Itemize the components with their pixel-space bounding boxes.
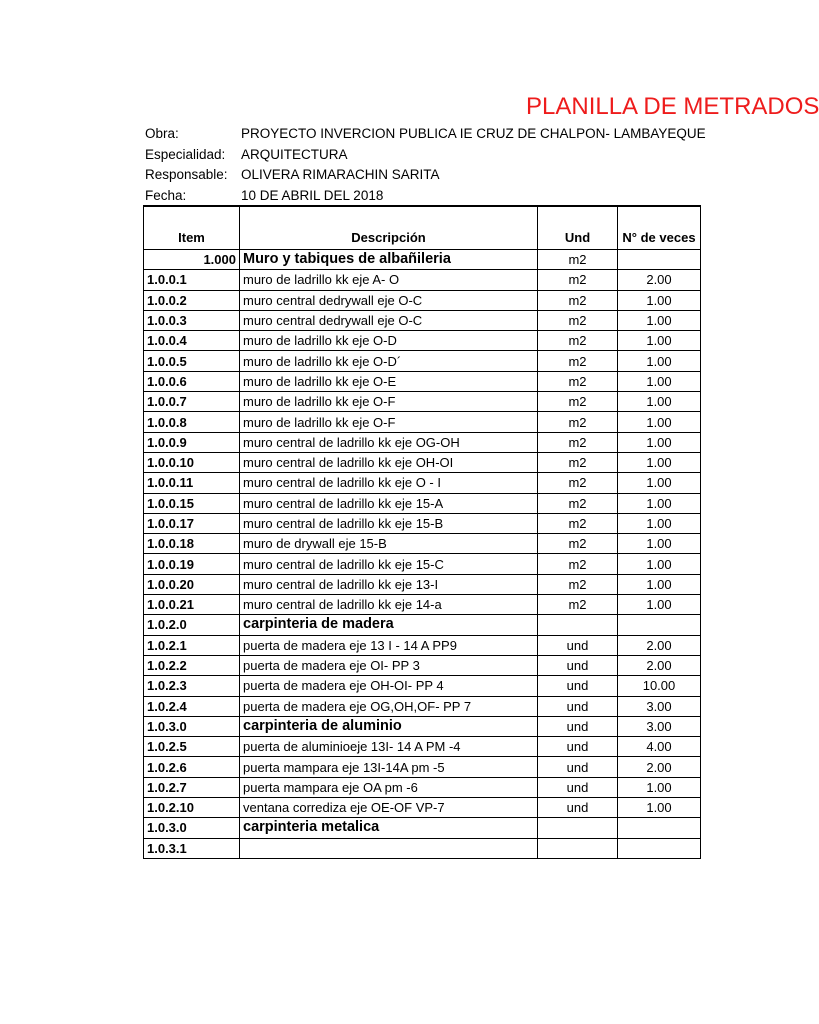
cell-description: carpinteria metalica: [240, 818, 538, 838]
cell-description: puerta de madera eje OG,OH,OF- PP 7: [240, 696, 538, 716]
header-item: Item: [144, 206, 240, 250]
table-row: [144, 595, 701, 615]
cell-unit: und: [538, 777, 618, 797]
cell-times: 1.00: [618, 412, 701, 432]
cell-unit: m2: [538, 371, 618, 391]
cell-times: 1.00: [618, 574, 701, 594]
cell-description: muro de ladrillo kk eje O-F: [240, 392, 538, 412]
cell-times: 2.00: [618, 270, 701, 290]
cell-unit: m2: [538, 432, 618, 452]
cell-unit: m2: [538, 310, 618, 330]
cell-times: [618, 615, 701, 635]
cell-times: 1.00: [618, 371, 701, 391]
meta-label: Especialidad:: [145, 146, 226, 162]
cell-description: puerta de madera eje OI- PP 3: [240, 655, 538, 675]
cell-times: 3.00: [618, 696, 701, 716]
table-row: [144, 534, 701, 554]
cell-times: [618, 818, 701, 838]
metrados-table: [143, 205, 701, 859]
cell-item: 1.0.2.6: [144, 757, 240, 777]
cell-description: [240, 838, 538, 858]
table-row: [144, 331, 701, 351]
section-row: [144, 615, 701, 635]
table-row: [144, 351, 701, 371]
cell-item: 1.0.2.10: [144, 798, 240, 818]
cell-times: 10.00: [618, 676, 701, 696]
cell-item: 1.0.0.8: [144, 412, 240, 432]
cell-item: 1.0.0.3: [144, 310, 240, 330]
cell-item: 1.0.2.5: [144, 737, 240, 757]
cell-unit: und: [538, 757, 618, 777]
table-row: [144, 290, 701, 310]
cell-times: 1.00: [618, 310, 701, 330]
meta-value: OLIVERA RIMARACHIN SARITA: [241, 167, 440, 182]
cell-description: puerta de madera eje 13 I - 14 A PP9: [240, 635, 538, 655]
cell-description: muro central de ladrillo kk eje 15-A: [240, 493, 538, 513]
cell-item: 1.0.0.6: [144, 371, 240, 391]
table-row: [144, 371, 701, 391]
cell-description: muro de ladrillo kk eje O-F: [240, 412, 538, 432]
cell-description: puerta mampara eje OA pm -6: [240, 777, 538, 797]
header-times: N° de veces: [618, 206, 701, 250]
table-row: [144, 452, 701, 472]
cell-times: [618, 838, 701, 858]
table-row: [144, 554, 701, 574]
cell-times: 2.00: [618, 635, 701, 655]
cell-item: 1.0.0.5: [144, 351, 240, 371]
header-unit: Und: [538, 206, 618, 250]
cell-description: puerta de madera eje OH-OI- PP 4: [240, 676, 538, 696]
cell-description: muro de ladrillo kk eje O-E: [240, 371, 538, 391]
cell-times: 1.00: [618, 452, 701, 472]
meta-value: ARQUITECTURA: [241, 146, 348, 162]
header-description: Descripción: [240, 206, 538, 250]
cell-times: 1.00: [618, 777, 701, 797]
cell-description: carpinteria de madera: [240, 615, 538, 635]
cell-unit: und: [538, 655, 618, 675]
cell-description: puerta mampara eje 13I-14A pm -5: [240, 757, 538, 777]
cell-item: 1.0.0.18: [144, 534, 240, 554]
table-row: [144, 777, 701, 797]
table-row: [144, 574, 701, 594]
cell-item: 1.0.2.4: [144, 696, 240, 716]
cell-item: 1.0.2.7: [144, 777, 240, 797]
cell-unit: [538, 838, 618, 858]
meta-label: Fecha:: [145, 187, 187, 203]
cell-unit: [538, 818, 618, 838]
table-row: [144, 798, 701, 818]
cell-description: muro de ladrillo kk eje A- O: [240, 270, 538, 290]
table-header-row: [144, 206, 701, 250]
cell-item: 1.0.0.20: [144, 574, 240, 594]
table-row: [144, 696, 701, 716]
cell-unit: m2: [538, 513, 618, 533]
cell-times: 1.00: [618, 473, 701, 493]
cell-description: muro central de ladrillo kk eje 15-C: [240, 554, 538, 574]
cell-unit: m2: [538, 290, 618, 310]
cell-unit: und: [538, 716, 618, 736]
cell-unit: m2: [538, 331, 618, 351]
cell-item: 1.0.0.19: [144, 554, 240, 574]
cell-unit: m2: [538, 392, 618, 412]
cell-item: 1.0.0.11: [144, 473, 240, 493]
cell-times: 1.00: [618, 351, 701, 371]
cell-item: 1.0.0.9: [144, 432, 240, 452]
cell-description: ventana corrediza eje OE-OF VP-7: [240, 798, 538, 818]
cell-times: 1.00: [618, 798, 701, 818]
cell-item: 1.0.0.1: [144, 270, 240, 290]
meta-value: PROYECTO INVERCION PUBLICA IE CRUZ DE CHALPON- LAMBAYEQUE: [241, 126, 706, 141]
table-row: [144, 737, 701, 757]
cell-item: 1.0.0.7: [144, 392, 240, 412]
cell-description: muro central de ladrillo kk eje 13-I: [240, 574, 538, 594]
cell-times: [618, 250, 701, 270]
meta-value: 10 DE ABRIL DEL 2018: [241, 187, 384, 203]
cell-item: 1.0.0.21: [144, 595, 240, 615]
cell-description: muro central de ladrillo kk eje OG-OH: [240, 432, 538, 452]
document-title: PLANILLA DE METRADOS: [526, 93, 819, 120]
cell-item: 1.0.2.1: [144, 635, 240, 655]
meta-label: Obra:: [145, 126, 179, 141]
cell-unit: m2: [538, 250, 618, 270]
cell-description: muro central de ladrillo kk eje 14-a: [240, 595, 538, 615]
cell-item: 1.0.0.2: [144, 290, 240, 310]
cell-times: 1.00: [618, 432, 701, 452]
cell-unit: und: [538, 696, 618, 716]
table-row: [144, 838, 701, 858]
cell-description: muro central dedrywall eje O-C: [240, 310, 538, 330]
cell-unit: und: [538, 635, 618, 655]
cell-item: 1.000: [144, 250, 240, 270]
cell-unit: m2: [538, 554, 618, 574]
table-row: [144, 513, 701, 533]
table-row: [144, 270, 701, 290]
cell-description: muro central dedrywall eje O-C: [240, 290, 538, 310]
table-row: [144, 757, 701, 777]
section-row: [144, 818, 701, 838]
cell-item: 1.0.0.15: [144, 493, 240, 513]
cell-unit: m2: [538, 595, 618, 615]
cell-item: 1.0.2.3: [144, 676, 240, 696]
table-row: [144, 310, 701, 330]
table-row: [144, 635, 701, 655]
cell-times: 4.00: [618, 737, 701, 757]
cell-item: 1.0.0.10: [144, 452, 240, 472]
cell-description: muro de ladrillo kk eje O-D: [240, 331, 538, 351]
table-row: [144, 493, 701, 513]
section-row: [144, 250, 701, 270]
table-row: [144, 676, 701, 696]
cell-unit: m2: [538, 473, 618, 493]
cell-item: 1.0.0.4: [144, 331, 240, 351]
cell-times: 1.00: [618, 392, 701, 412]
cell-description: puerta de aluminioeje 13I- 14 A PM -4: [240, 737, 538, 757]
cell-unit: und: [538, 737, 618, 757]
cell-unit: m2: [538, 351, 618, 371]
cell-description: muro de drywall eje 15-B: [240, 534, 538, 554]
cell-times: 1.00: [618, 554, 701, 574]
cell-item: 1.0.2.0: [144, 615, 240, 635]
cell-unit: und: [538, 798, 618, 818]
cell-description: muro central de ladrillo kk eje O - I: [240, 473, 538, 493]
cell-unit: m2: [538, 452, 618, 472]
meta-label: Responsable:: [145, 167, 228, 182]
cell-unit: m2: [538, 574, 618, 594]
cell-description: muro central de ladrillo kk eje OH-OI: [240, 452, 538, 472]
cell-times: 1.00: [618, 513, 701, 533]
cell-description: muro de ladrillo kk eje O-D´: [240, 351, 538, 371]
section-row: [144, 716, 701, 736]
cell-times: 3.00: [618, 716, 701, 736]
cell-unit: m2: [538, 412, 618, 432]
table-row: [144, 655, 701, 675]
cell-times: 1.00: [618, 290, 701, 310]
cell-times: 1.00: [618, 493, 701, 513]
cell-description: muro central de ladrillo kk eje 15-B: [240, 513, 538, 533]
cell-unit: m2: [538, 493, 618, 513]
cell-item: 1.0.0.17: [144, 513, 240, 533]
table-row: [144, 412, 701, 432]
cell-item: 1.0.3.0: [144, 716, 240, 736]
cell-description: carpinteria de aluminio: [240, 716, 538, 736]
cell-description: Muro y tabiques de albañileria: [240, 250, 538, 270]
cell-item: 1.0.3.1: [144, 838, 240, 858]
cell-unit: m2: [538, 270, 618, 290]
cell-item: 1.0.3.0: [144, 818, 240, 838]
cell-unit: [538, 615, 618, 635]
table-row: [144, 473, 701, 493]
table-row: [144, 432, 701, 452]
cell-times: 1.00: [618, 595, 701, 615]
cell-times: 2.00: [618, 655, 701, 675]
cell-times: 1.00: [618, 534, 701, 554]
cell-times: 1.00: [618, 331, 701, 351]
cell-unit: m2: [538, 534, 618, 554]
cell-item: 1.0.2.2: [144, 655, 240, 675]
table-row: [144, 392, 701, 412]
cell-unit: und: [538, 676, 618, 696]
cell-times: 2.00: [618, 757, 701, 777]
